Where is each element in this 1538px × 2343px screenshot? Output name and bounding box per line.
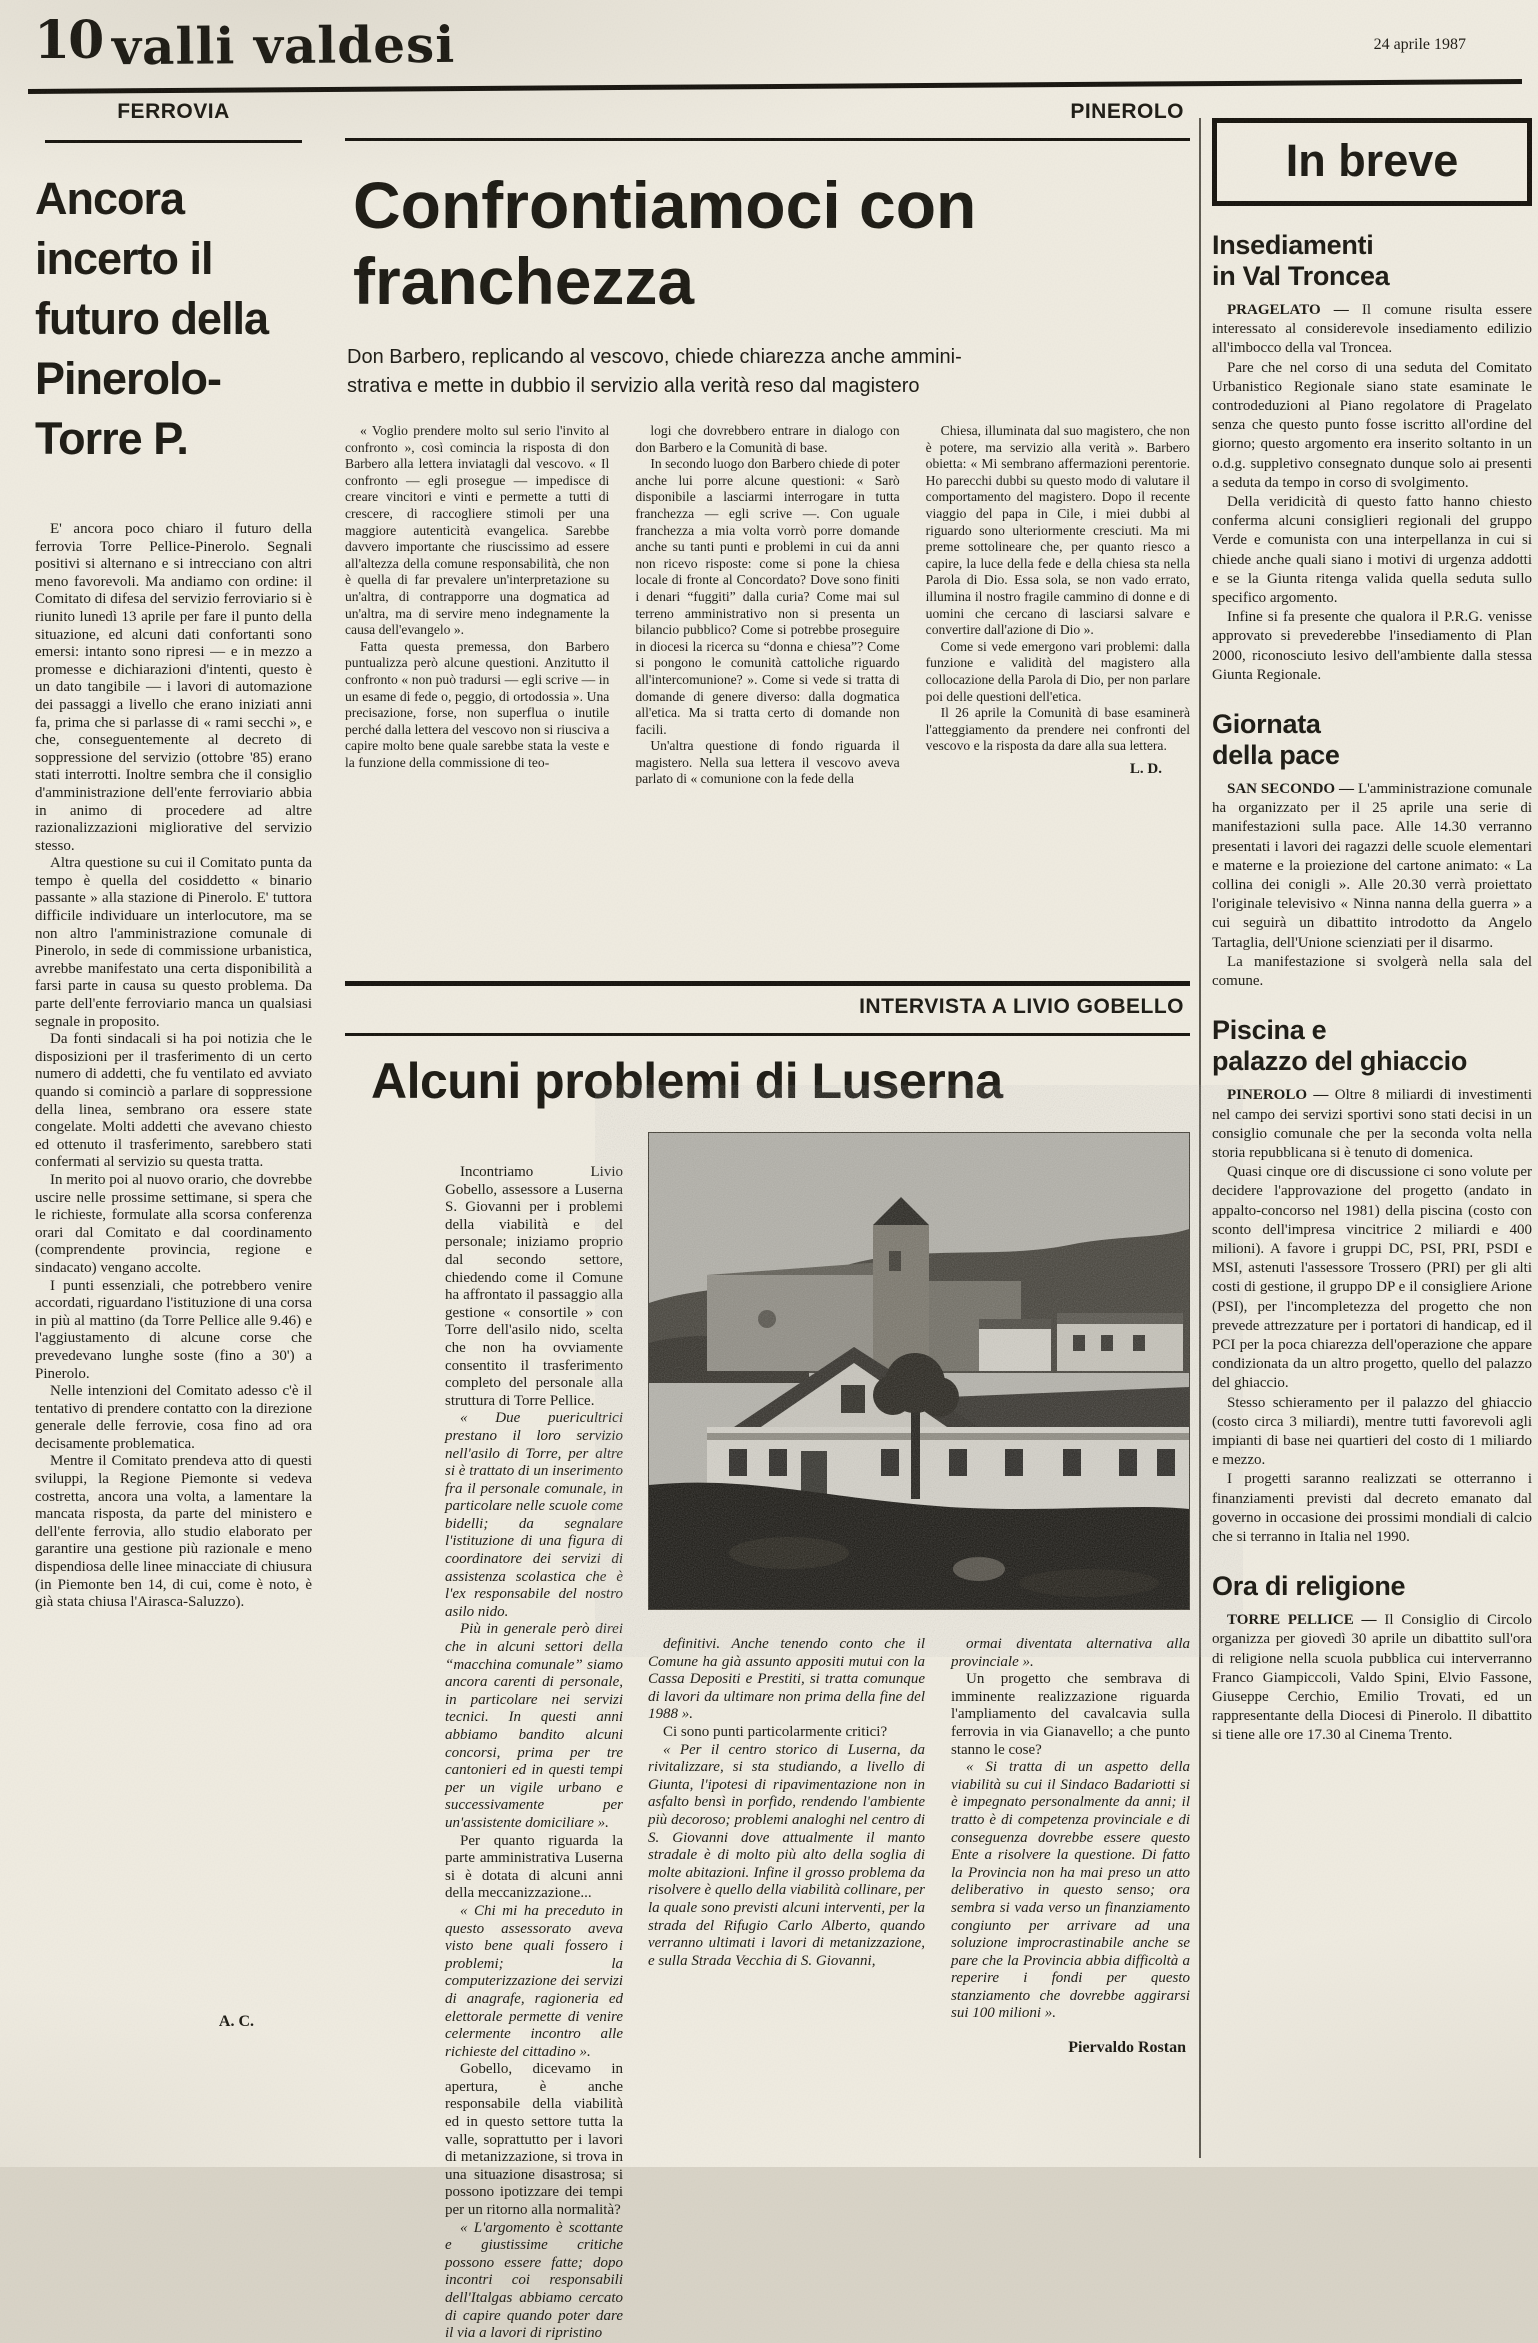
article-paragraph: TORRE PELLICE — Il Consiglio di Circolo organizza per giovedì 30 aprile un dibattito sull'ora di religione nella scuola pubblica cui interverranno Franco Giampiccoli, Valdo Spini, Elvio Fassone, Giuseppe Cerchio, Emilio Trovati, ed un rappresentante della Diocesi di Pinerolo. Il dibattito si tiene alle ore 17.30 al Cinema Trento. [1212,1612,1532,1744]
text-column-2 [648,1636,925,2118]
subheadline: Don Barbero, replicando al vescovo, chiede chiarezza anche ammini- strativa e mette in dubbio il servizio alla verità reso dal magistero [347,346,962,397]
issue-date: 24 aprile 1987 [1373,36,1466,53]
luserna-photo-illustration [649,1133,1189,1609]
article-paragraph: Fatta questa premessa, don Barbero puntualizza però alcune questioni. Anzitutto il confronto « non può tradursi — egli scrive — in un esame di fede o, peggio, di ortodossia ». Una precisazione, forse, non superflua o inutile perché dalla lettera del vescovo non si riusciva a capire molto bene quale sarebbe stata la veste e la funzione della commissione di teo- [345,638,610,770]
article-paragraph: Altra questione su cui il Comitato punta da tempo è quella del cosiddetto « binario passante » alla stazione di Pinerolo. E' tuttora difficile individuare un interlocutore, ma se non altro l'amministrazione comunale di Pinerolo, in sede di commissione urbanistica, avrebbe manifestato una certa disponibilità a farsi parte in causa su questo problema. Da parte dell'ente ferroviario manca un qualsiasi segnale in proposito. [35,855,312,1030]
article-luserna-body [345,1132,1190,2342]
headline-ferrovia: Ancora incerto il futuro della Pinerolo- Torre P. [35,173,268,464]
article-paragraph: definitivi. Anche tenendo conto che il Comune ha già assunto appositi mutui con la Cassa Depositi e Prestiti, si tratta comunque di lavori da ultimare non prima della fine del 1988 ». [648,1636,925,1723]
article-paragraph: Ci sono punti particolarmente critici? [663,1723,888,1740]
article-paragraph: Quasi cinque ore di discussione ci sono volute per decidere l'approvazione del progetto (andato in appalto-concorso nel 1981) della piscina (costo con sconto dell'impresa vincitrice 2 miliardi e 400 milioni). A favore i gruppi DC, PSI, PRI, PSDI e MSI, astenuti l'assessore Trossero (PRI) per gli alti costi di gestione, il gruppo DP e il consigliere Arione (PSI), per l'incompletezza del progetto che non prevede attrezzature per i portatori di handicap, ed il PCI per la poca chiarezza dell'operazione che appare condizionata da un altro progetto, quello del palazzo del ghiaccio. [1212,1164,1532,1392]
section-body [1212,1611,1532,1745]
section-heading: Insediamenti in Val Troncea [1212,230,1390,291]
in-breve-section [1212,709,1532,991]
article-paragraph: Un progetto che sembrava di imminente realizzazione riguarda l'ampliamento del cavalcavia sulla ferrovia in via Gianavello; a che punto stanno le cose? [951,1671,1190,1758]
kicker-rule [45,140,302,143]
section-heading: Ora di religione [1212,1571,1406,1602]
article-paragraph: Per quanto riguarda la parte amministrativa Luserna si è dotata di alcuni anni della meccanizzazione... [445,1832,623,1902]
in-breve-title-box: In breve [1212,118,1532,206]
article-columns [648,1636,1190,2118]
article-paragraph: « Chi mi ha preceduto in questo assessorato aveva visto bene quali fossero i problemi; la computerizzazione dei servizi di anagrafe, ragioneria ed elettorale permette di venire celermente incontro alle richieste del cittadino ». [445,1902,623,2060]
text-column-1 [345,423,609,969]
section-body [1212,301,1532,685]
article-paragraph: « Voglio prendere molto sul serio l'invito al confronto », così comincia la risposta di don Barbero alla lettera inviatagli dal vescovo. « Il confronto — egli prosegue — impedisce di creare vincitori e vinti e permette a tutti di crescere, di raccogliere stimoli per una maggiore autenticità evangelica. Sarebbe davvero importante che riuscissimo ad essere all'altezza della comune responsabilità, che non è quella di far prevalere un'interpretazione su un'altra, di contrapporre una dogmatica ad un'altra, ma di servire meno indegnamente la causa dell'evangelo ». [345,423,610,638]
article-paragraph: SAN SECONDO — L'amministrazione comunale ha organizzato per il 25 aprile una serie di manifestazioni sulla pace. Alle 14.30 verranno presentati i lavori dei ragazzi delle scuole elementari e materne e la proiezione del cartone animato: « La collina dei conigli ». Alle 20.30 verrà proiettato l'originale televisivo « Ninna nanna della guerra » a cui seguirà un dibattito introdotto da Angelo Tartaglia, dell'Unione scienziati per il disarmo. [1212,781,1532,951]
article-ferrovia [35,100,312,2031]
text-column-3 [951,1636,1190,2118]
article-pinerolo [345,100,1190,2342]
masthead-rule [28,79,1522,94]
article-paragraph: ormai diventata alternativa alla provinciale ». [951,1636,1190,1670]
headline-luserna: Alcuni problemi di Luserna [371,1053,1003,1109]
article-paragraph: Come si vede emergono vari problemi: dalla funzione e validità del magistero alla collocazione della Parola di Dio, per non parlare poi delle questioni dell'etica. [925,638,1190,704]
author-signature: A. C. [218,2013,254,2030]
dateline: PINEROLO — [1227,1087,1335,1104]
text-column-1 [445,1132,623,2342]
article-paragraph: Nelle intenzioni del Comitato adesso c'è il tentativo di prendere contatto con la direzione generale delle ferrovie, cosa fino ad ora decisamente problematica. [35,1383,312,1452]
in-breve-section [1212,1571,1532,1745]
article-columns [345,423,1190,969]
article-paragraph: « Si tratta di un aspetto della viabilità su cui il Sindaco Badariotti si è impegnato personalmente da anni; il tratto è di competenza provinciale e di conseguenza dovrebbe essere questo Ente a risolvere la questione. Di fatto la Provincia non ha mai preso un atto deliberativo in questo senso; ora sembra si vada verso un finanziamento congiunto per arrivare ad una soluzione improcrastinabile anche se pare che la Provincia abbia difficoltà a reperire i fondi per questo stanziamento che dovrebbe aggirarsi sui 100 milioni ». [951,1759,1190,2022]
article-paragraph: Da fonti sindacali si ha poi notizia che le disposizioni per il trasferimento di un certo numero di addetti, che fu ventilato ed avviato quando si cominciò a parlare di soppressione della linea, sembrano ora essere state congelate. Molti addetti che avevano chiesto ed ottenuto il trasferimento, sarebbero stati confermati al servizio su questa tratta. [35,1031,312,1171]
dateline: TORRE PELLICE — [1227,1612,1385,1629]
luserna-photo [648,1132,1190,1610]
article-paragraph: In merito poi al nuovo orario, che dovrebbe uscire nelle prossime settimane, si spera che le richieste, formulate alla scorsa conferenza orari dal Comitato e dal coordinamento (comprendente provincia, regione e sindacato) vengano accolte. [35,1171,312,1276]
kicker-ferrovia: FERROVIA [117,100,230,123]
article-paragraph: Stesso schieramento per il palazzo del ghiaccio (costo circa 3 miliardi), mentre tutti favorevoli agli impianti di base nei quartieri del costo di 1 miliardo e mezzo. [1212,1394,1532,1469]
column-in-breve [1212,100,1532,1746]
in-breve-sections [1212,230,1532,1746]
article-body [35,521,312,2009]
column-divider-rule [1199,118,1201,2158]
page-number: 10 [34,10,103,71]
dateline: PRAGELATO — [1227,302,1362,318]
text-column-2 [635,423,899,969]
kicker-intervista: INTERVISTA A LIVIO GOBELLO [859,995,1184,1018]
author-signature: L. D. [1129,760,1162,777]
article-paragraph: I progetti saranno realizzati se otterranno i finanziamenti previsti dal decreto emanato dal governo in occasione dei prossimi mondiali di calcio che si terranno in Italia nel 1990. [1212,1471,1532,1545]
article-paragraph: Più in generale però direi che in alcuni settori della “macchina comunale” siamo ancora carenti di personale, in particolare nei servizi tecnici. In questi anni abbiamo bandito alcuni concorsi, prima per tre cantonieri ed in questi tempi per un vigile urbano e successivamente per un'assistente domiciliare ». [445,1621,623,1831]
kicker-rule [345,1033,1190,1036]
section-body [1212,1086,1532,1547]
article-paragraph: Pare che nel corso di una seduta del Comitato Urbanistico Regionale siano state esaminate le controdeduzioni al Piano regolatore di Pragelato senza che questo punto fosse iscritto all'ordine del giorno; questo argomento era inserito soltanto in un o.d.g. suppletivo consegnato dunque solo ai presenti a seduta da tempo in corso di svolgimento. [1212,359,1532,491]
article-paragraph: Incontriamo Livio Gobello, assessore a Luserna S. Giovanni per i problemi della viabilità e del personale; iniziamo proprio dal secondo settore, chiedendo come il Comune ha affrontato il passaggio alla gestione « consortile » con Torre dell'asilo nido, scelta che non ha ovviamente consentito il trasferimento completo del personale alla struttura di Torre Pellice. [445,1164,623,1409]
article-paragraph: « L'argomento è scottante e giustissime critiche possono essere fatte; dopo incontri coi responsabili dell'Italgas abbiamo cercato di capire quando poter dare il via a lavori di ripristino [445,2219,623,2342]
headline-pinerolo: Confrontiamoci con franchezza [353,168,977,318]
masthead-title: valli valdesi [111,14,456,77]
column-paragraphs [951,1636,1190,2023]
article-paragraph: Un'altra questione di fondo riguarda il magistero. Nella sua lettera il vescovo aveva parlato di « comunione con la fede della [635,738,900,787]
article-paragraph: Chiesa, illuminata dal suo magistero, che non è potere, ma servizio alla verità ». Barbero obietta: « Mi sembrano affermazioni perentorie. Ho parecchi dubbi su questo modo di valutare il comportamento del magistero. Dopo il recente viaggio del papa in Cile, i miei dubbi al riguardo sono ulteriormente cresciuti. Ma mi preme sottolineare che, per quanto riesco a capire, la luce della fede e della chiesa sta nella Parola di Dio. Essa sola, se non vado errato, illumina il nostro fragile cammino di donne e di uomini che cercano di lasciarsi salvare e convertire dall'azione di Dio ». [925,423,1190,638]
article-paragraph: Gobello, dicevamo in apertura, è anche responsabile della viabilità ed in questo settore tutta la valle, soprattutto per i lavori di metanizzazione, si trova in una situazione disastrosa; si possono ipotizzare dei tempi per un ritorno alla normalità? [445,2061,623,2219]
article-paragraph: Della veridicità di questo fatto hanno chiesto conferma alcuni consiglieri regionali del gruppo Verde e comunista con una interpellanza in cui si chiede anche quali siano i motivi di urgenza addotti e se la Giunta ritenga valida quella seduta sullo specifico argomento. [1212,494,1532,607]
article-paragraph: Mentre il Comitato prendeva atto di questi sviluppi, la Regione Piemonte si vedeva costretta, ancora una volta, a lamentare la mancata risposta, da parte del ministero e dell'ente ferrovia, allo studio elaborato per garantire una gestione più razionale e meno dispendiosa delle linee minacciate di chiusura (in Piemonte ben 14, di cui, come è noto, è già stata chiusa l'Airasca-Saluzzo). [35,1453,312,1611]
text-column-3 [926,423,1190,969]
article-paragraph: In secondo luogo don Barbero chiede di poter anche lui porre alcune questioni: « Sarò disponibile a lasciarmi interrogare in tutta franchezza — egli scrive —. Con uguale franchezza a mia volta vorrò porre domande anche su tanti punti e problemi in cui da anni non ricevo risposte: come si pone la chiesa locale di fronte al Concordato? Dove sono finiti i denari “fuggiti” dalla curia? Come mai sul terreno amministrativo non si presenta un bilancio pubblico? Come si potrebbe proseguire in diocesi la ricerca su “donna e chiesa”? Come si pongono le comunità cattoliche riguardo all'intercomunione? ». Come si vede si tratta di domande di genere diverso: dalla dogmatica all'etica. Ma si tratta certo di domande non facili. [635,456,900,737]
section-heading: Piscina e palazzo del ghiaccio [1212,1015,1468,1077]
section-heading: Giornata della pace [1212,709,1340,771]
dateline: SAN SECONDO — [1227,781,1358,798]
article-paragraph: Il 26 aprile la Comunità di base esaminerà l'atteggiamento da prendere nei confronti del vescovo e la risposta da dare alla sua lettera. [925,705,1190,754]
in-breve-section [1212,230,1532,685]
kicker-rule [345,138,1190,141]
article-paragraph: E' ancora poco chiaro il futuro della ferrovia Torre Pellice-Pinerolo. Segnali positivi si alternano e si intrecciano con altri meno favorevoli. Ma andiamo con ordine: il Comitato di difesa del servizio ferroviario si è riunito lunedì 13 aprile per fare il punto della situazione, ed alcuni dati confortanti sono emersi: intanto sono ripresi — e in mezzo a promesse e dichiarazioni d'intenti, questo è un dato tangibile — i lavori di automazione dei passaggi a livello che erano iniziati anni fa, prima che si parlasse di « rami secchi », e che, conseguentemente al decreto di soppressione del servizio (ottobre '85) erano stati interrotti. Inoltre sembra che il consiglio d'amministrazione dell'ente ferroviario abbia in animo di procedere ad altre razionalizzazioni migliorative del servizio stesso. [35,521,312,854]
article-paragraph: « Due puericultrici prestano il loro servizio nell'asilo di Torre, per altre si è trattato di un inserimento fra il personale comunale, in particolare nelle scuole come bidelli; da segnalare l'istituzione di una figura di coordinatore dei servizi di assistenza scolastica che è l'ex responsabile del nostro asilo nido. [445,1410,623,1620]
kicker-pinerolo: PINEROLO [1070,100,1184,123]
section-rule [345,981,1190,986]
article-paragraph: logi che dovrebbero entrare in dialogo con don Barbero e la Comunità di base. [635,423,900,455]
in-breve-section [1212,1015,1532,1547]
article-paragraph: « Per il centro storico di Luserna, da rivitalizzare, si sta studiando, a livello di Giunta, l'ipotesi di ripavimentazione non in asfalto bensì in porfido, rendendo l'ambiente più decoroso; problemi analoghi nel centro di S. Giovanni dove attualmente il manto stradale è di molto più alto della soglia di molte abitazioni. Infine il grosso problema da risolvere è quello della viabilità collinare, per la quale sono previsti alcuni interventi, per la strada del Rifugio Carlo Alberto, quando verranno ultimati i lavori di metanizzazione, e sulla Strada Vecchia di S. Giovanni, [648,1741,925,1969]
author-signature: Piervaldo Rostan [1068,2039,1186,2057]
section-body [1212,780,1532,991]
article-paragraph: PINEROLO — Oltre 8 miliardi di investimenti nel campo dei servizi sportivi sono stati decisi in un consiglio comunale che per la seconda volta nella storia repubblicana si è tenuto di domenica. [1212,1087,1532,1161]
article-paragraph: Infine si fa presente che qualora il P.R.G. venisse approvato si prevederebbe l'insediamento di Plan 2000, riconosciuto lesivo dell'ambiente dalla stessa Giunta Regionale. [1212,609,1532,683]
article-paragraph: La manifestazione si svolgerà nella sala del comune. [1212,953,1532,990]
article-paragraph: PRAGELATO — Il comune risulta essere interessato al considerevole insediamento edilizio all'imbocco della val Troncea. [1212,302,1532,357]
photo-and-columns [648,1132,1190,2118]
column-paragraphs [926,423,1190,755]
article-paragraph: I punti essenziali, che potrebbero venire accordati, riguardano l'istituzione di una corsa in più al mattino (da Torre Pellice alle 9.46) e l'aggiustamento di alcune corse che prevedevano lunghe soste (fino a 30') a Pinerolo. [35,1277,312,1382]
